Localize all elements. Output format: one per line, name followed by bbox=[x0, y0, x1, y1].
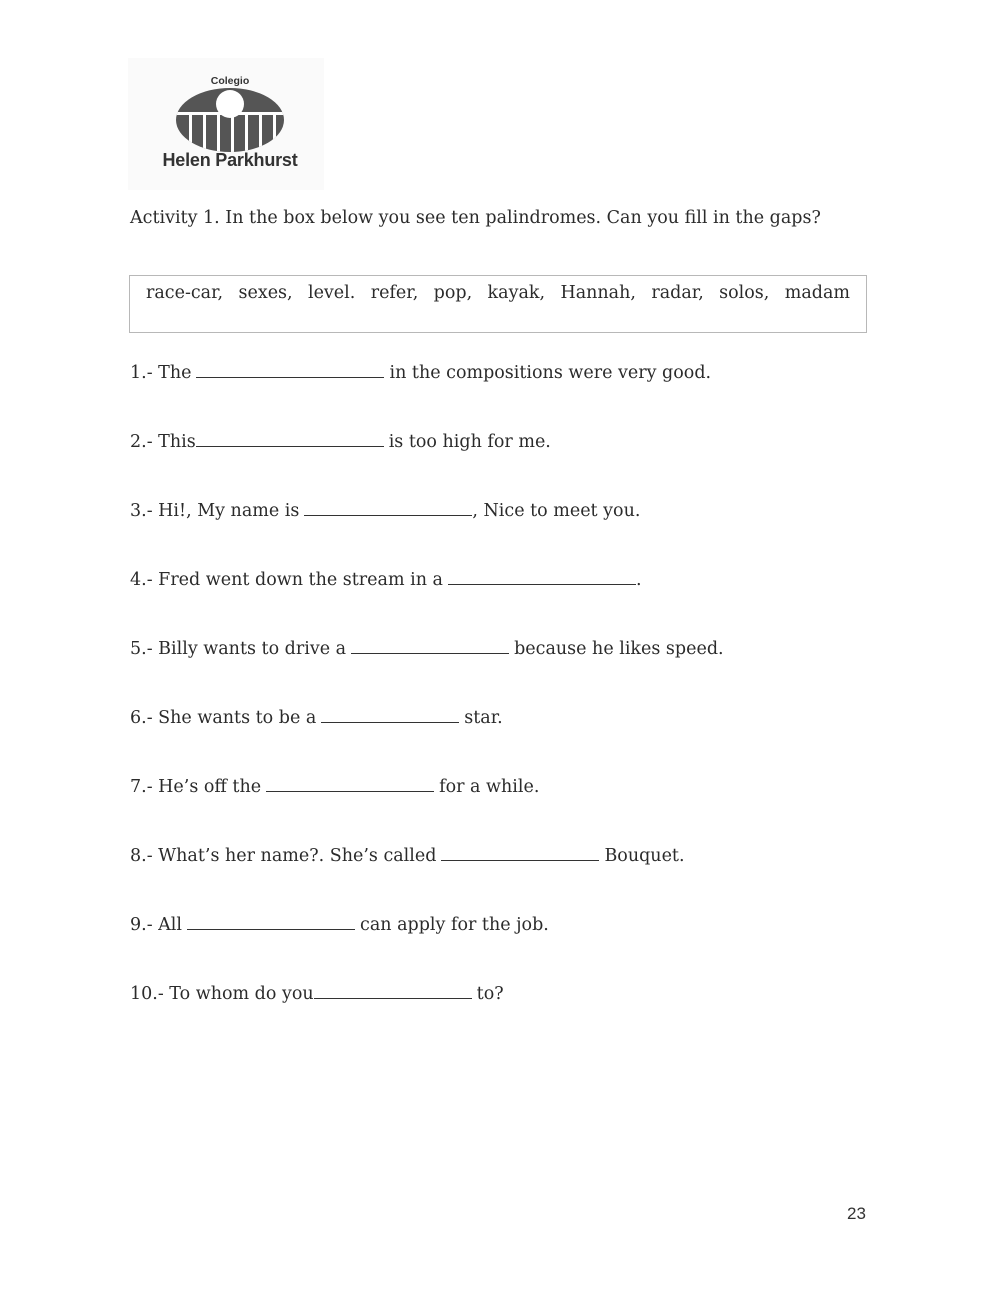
word-box bbox=[129, 275, 867, 333]
answer-blank[interactable] bbox=[321, 708, 459, 723]
sentence-7 bbox=[130, 777, 539, 797]
sentence-text: . bbox=[635, 570, 642, 590]
word-item: solos, bbox=[719, 283, 770, 303]
answer-blank[interactable] bbox=[441, 846, 599, 861]
sentence-1 bbox=[130, 363, 711, 383]
answer-blank[interactable] bbox=[266, 777, 434, 792]
activity-title: Activity 1. In the box below you see ten palindromes. Can you fill in the gaps? bbox=[130, 208, 821, 228]
sentence-text: 2.- This bbox=[130, 432, 196, 452]
sentence-text: is too high for me. bbox=[388, 432, 551, 452]
sentence-5 bbox=[130, 639, 724, 659]
sentence-text: 8.- What’s her name?. She’s called bbox=[130, 846, 437, 866]
sentence-10 bbox=[130, 984, 504, 1004]
sentence-text: 9.- All bbox=[130, 915, 183, 935]
word-list bbox=[146, 283, 850, 303]
logo-top-text: Colegio bbox=[210, 75, 250, 87]
sentence-3 bbox=[130, 501, 640, 521]
answer-blank[interactable] bbox=[196, 363, 384, 378]
logo-school-name: Helen Parkhurst bbox=[162, 150, 298, 170]
sentence-text: 7.- He’s off the bbox=[130, 777, 262, 797]
sentence-text: 4.- Fred went down the stream in a bbox=[130, 570, 443, 590]
answer-blank[interactable] bbox=[314, 984, 472, 999]
sentence-text: 5.- Billy wants to drive a bbox=[130, 639, 347, 659]
sentence-6 bbox=[130, 708, 503, 728]
word-item: level. bbox=[307, 283, 356, 303]
sentence-2 bbox=[130, 432, 551, 452]
word-item: madam bbox=[784, 283, 850, 303]
word-item: race-car, bbox=[146, 283, 224, 303]
answer-blank[interactable] bbox=[448, 570, 636, 585]
answer-blank[interactable] bbox=[196, 432, 384, 447]
sentence-text: in the compositions were very good. bbox=[389, 363, 712, 383]
sentence-9 bbox=[130, 915, 549, 935]
word-item: Hannah, bbox=[560, 283, 636, 303]
page-number: 23 bbox=[847, 1204, 866, 1223]
sentence-text: because he likes speed. bbox=[514, 639, 724, 659]
sentence-text: 3.- Hi!, My name is bbox=[130, 501, 300, 521]
sentence-text: 6.- She wants to be a bbox=[130, 708, 317, 728]
sentence-text: Bouquet. bbox=[604, 846, 685, 866]
word-item: sexes, bbox=[238, 283, 293, 303]
answer-blank[interactable] bbox=[187, 915, 355, 930]
sentence-text: , Nice to meet you. bbox=[472, 501, 641, 521]
word-item: radar, bbox=[651, 283, 704, 303]
sentence-text: star. bbox=[464, 708, 503, 728]
sentence-4 bbox=[130, 570, 642, 590]
sentence-text: for a while. bbox=[439, 777, 540, 797]
sentence-text: to? bbox=[476, 984, 504, 1004]
answer-blank[interactable] bbox=[351, 639, 509, 654]
word-item: kayak, bbox=[487, 283, 546, 303]
sentence-8 bbox=[130, 846, 685, 866]
sentence-text: can apply for the job. bbox=[360, 915, 549, 935]
word-item: pop, bbox=[433, 283, 473, 303]
answer-blank[interactable] bbox=[304, 501, 472, 516]
sentence-text: 1.- The bbox=[130, 363, 192, 383]
word-item: refer, bbox=[370, 283, 419, 303]
sentence-text: 10.- To whom do you bbox=[130, 984, 314, 1004]
school-logo bbox=[128, 58, 324, 190]
